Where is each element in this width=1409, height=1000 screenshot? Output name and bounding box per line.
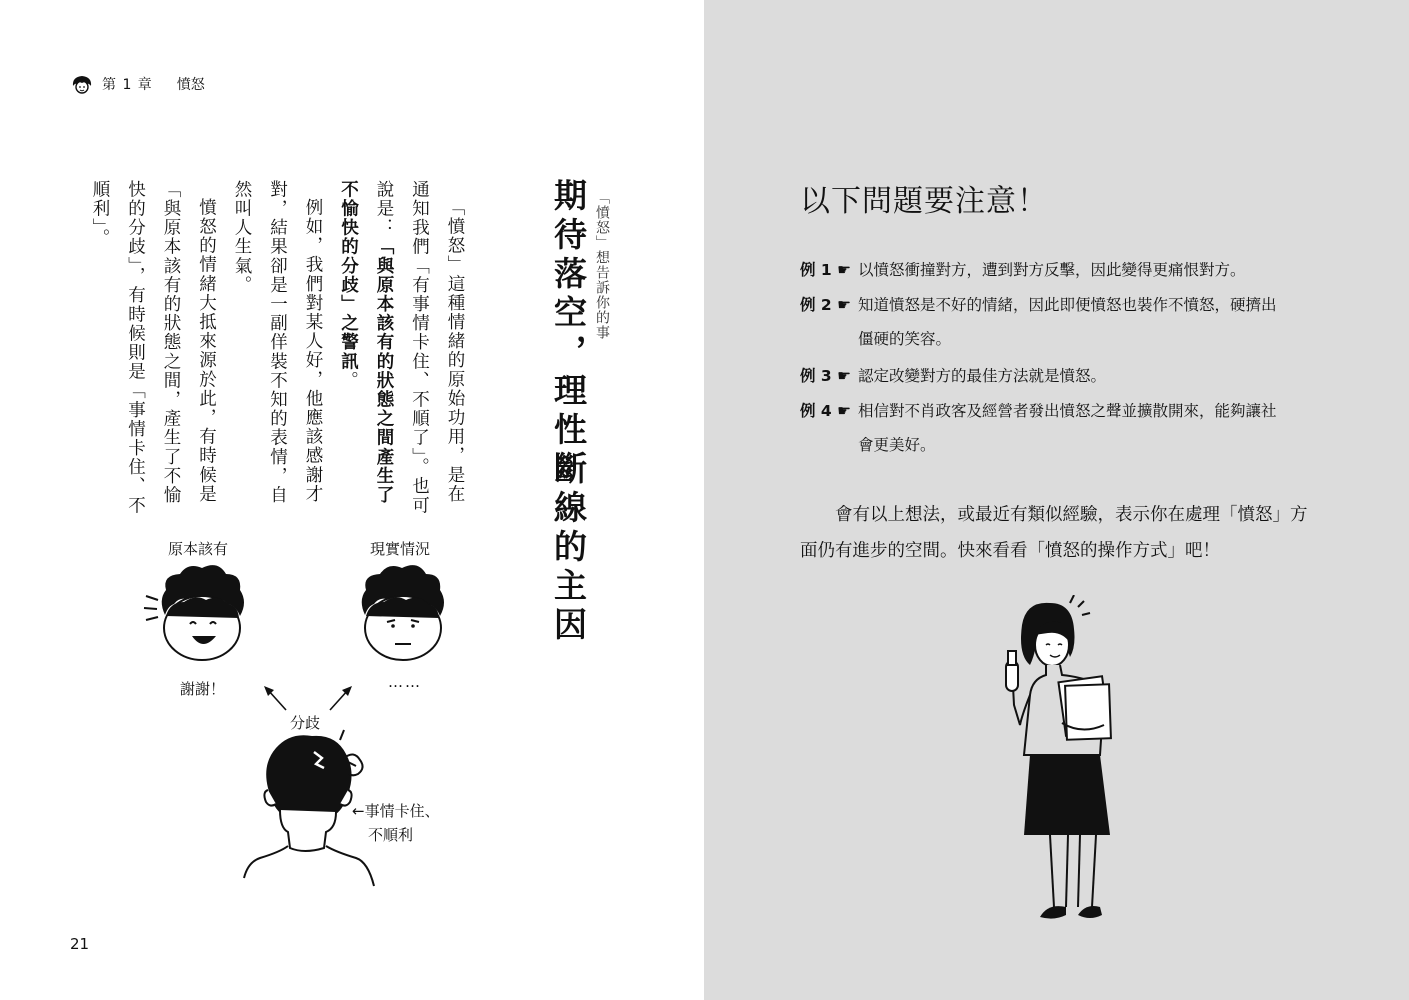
silence-dots: …… xyxy=(388,673,422,691)
example-2 xyxy=(800,288,1320,356)
section-subtitle: 「憤怒」想告訴你的事 xyxy=(594,190,610,340)
stuck-note-2: 不順利 xyxy=(368,826,414,844)
page-number: 21 xyxy=(70,935,90,953)
divergence-arrows-icon xyxy=(258,684,358,714)
reality-label: 現實情況 xyxy=(370,540,431,558)
thanks-text: 謝謝！ xyxy=(180,680,226,698)
summary-text: 會有以上想法，或最近有類似經驗，表示你在處理「憤怒」方面仍有進步的空間。快來看看「憤怒的操作方式」吧！ xyxy=(800,505,1308,561)
annoyed-face-icon xyxy=(355,560,455,670)
pointing-hand-icon: ☛ xyxy=(837,261,851,279)
expected-label: 原本該有 xyxy=(168,540,229,558)
example-3-label: 例 3 ☛ xyxy=(800,367,851,385)
example-4-cont: 會更美好。 xyxy=(858,436,936,454)
example-4-text: 相信對不肖政客及經營者發出憤怒之聲並擴散開來，能夠讓社 xyxy=(858,402,1277,420)
paragraph-1-bold: 「與原本該有的狀態之間產生了不愉快的分歧」之警訊 xyxy=(338,180,394,505)
example-3-text: 認定改變對方的最佳方法就是憤怒。 xyxy=(858,367,1107,385)
paragraph-1-end: 。 xyxy=(338,371,359,391)
pointing-hand-icon: ☛ xyxy=(837,367,851,385)
left-page xyxy=(0,0,704,1000)
body-text xyxy=(82,180,473,520)
pointing-hand-icon: ☛ xyxy=(837,296,851,314)
example-4-label: 例 4 ☛ xyxy=(800,402,851,420)
divergence-label: 分歧 xyxy=(290,714,321,732)
example-2-cont: 僵硬的笑容。 xyxy=(858,330,952,348)
example-2-label: 例 2 ☛ xyxy=(800,296,851,314)
paragraph-1 xyxy=(330,180,472,520)
example-4 xyxy=(800,394,1320,462)
example-1-label: 例 1 ☛ xyxy=(800,261,851,279)
example-3 xyxy=(800,359,1320,393)
happy-face-icon xyxy=(140,560,260,670)
example-1 xyxy=(800,253,1320,287)
stuck-note-1: ←事情卡住、 xyxy=(352,802,440,820)
face-emblem-icon xyxy=(70,74,94,94)
section-title: 期待落空，理性斷線的主因 xyxy=(549,178,588,646)
pointing-hand-icon: ☛ xyxy=(837,402,851,420)
warning-heading: 以下問題要注意！ xyxy=(800,184,1048,219)
chapter-header xyxy=(70,74,205,94)
chapter-name: 憤怒 xyxy=(176,77,205,93)
paragraph-3: 憤怒的情緒大抵來源於此，有時候是「與原本該有的狀態之間，產生了不愉快的分歧」，有時候則是「事情卡住、不順利」。 xyxy=(90,180,217,516)
paragraph-1-text: 「憤怒」這種情緒的原始功用，是在通知我們「有事情卡住、不順了」。也可說是： xyxy=(374,180,465,516)
example-1-text: 以憤怒衝撞對方，遭到對方反擊，因此變得更痛恨對方。 xyxy=(858,261,1246,279)
woman-with-documents-icon xyxy=(1000,595,1140,925)
chapter-number: 第 1 章 xyxy=(102,77,153,93)
example-2-text: 知道憤怒是不好的情緒，因此即便憤怒也裝作不憤怒，硬擠出 xyxy=(858,296,1277,314)
paragraph-2: 例如，我們對某人好，他應該感謝才對，結果卻是一副佯裝不知的表情，自然叫人生氣。 xyxy=(232,180,323,505)
